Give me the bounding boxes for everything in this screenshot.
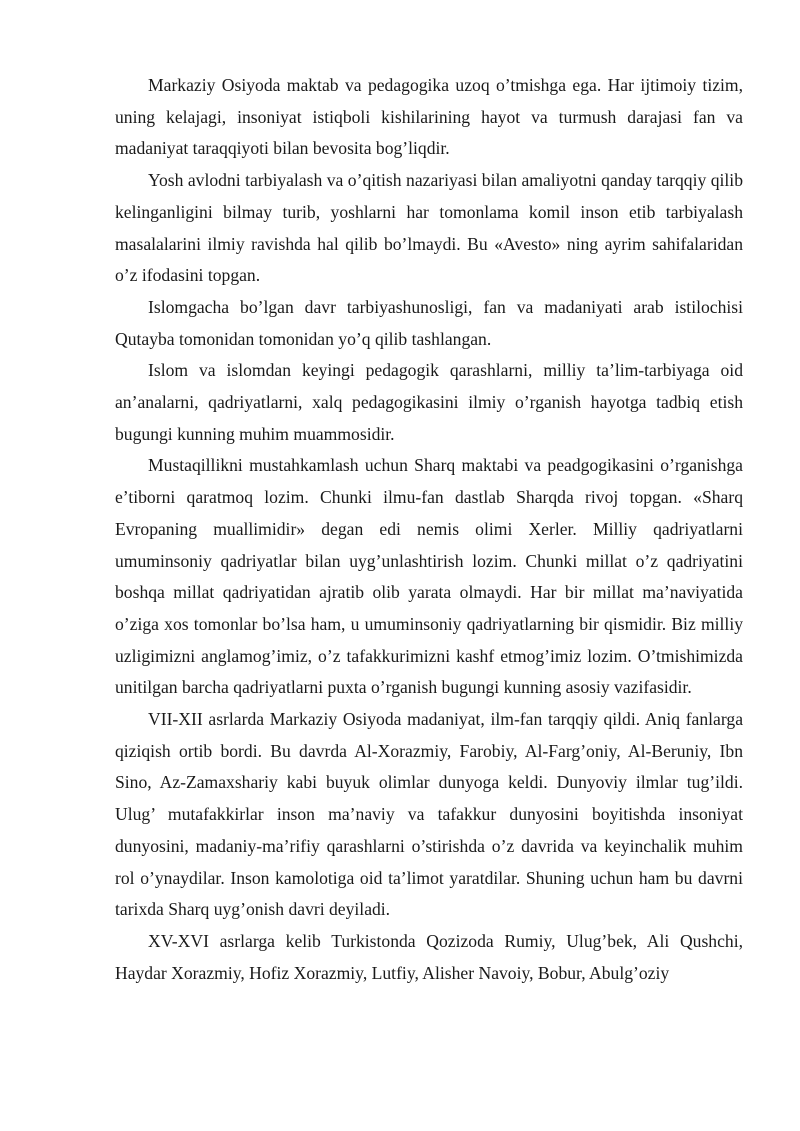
body-text: [115, 70, 743, 989]
paragraph: Markaziy Osiyoda maktab va pedagogika uzoq o’tmishga ega. Har ijtimoiy tizim, uning kelajagi, insoniyat istiqboli kishilarining hayot va turmush darajasi fan va madaniyat taraqqiyoti bilan bevosita bog’liqdir.: [115, 75, 743, 159]
paragraph: Islomgacha bo’lgan davr tarbiyashunosligi, fan va madaniyati arab istilochisi Qutayba tomonidan tomonidan yo’q qilib tashlangan.: [115, 296, 743, 349]
paragraph: Mustaqillikni mustahkamlash uchun Sharq maktabi va peadgogikasini o’rganishga e’tiborni qaratmoq lozim. Chunki ilmu-fan dastlab Sharqda rivoj topgan. «Sharq Evropaning muallimidir» degan edi nemis olimi Xerler. Milliy qadriyatlarni umuminsoniy qadriyatlar bilan uyg’unlashtirish lozim. Chunki millat o’z qadriyatini boshqa millat qadriyatidan ajratib olib yarata olmaydi. Har bir millat ma’naviyatida o’ziga xos tomonlar bo’lsa ham, u umuminsoniy qadriyatlarning bir qismidir. Biz milliy uzligimizni anglamog’imiz, o’z tafakkurimizni kashf etmog’imiz lozim. O’tmishimizda unitilgan barcha qadriyatlarni puxta o’rganish bugungi kunning asosiy vazifasidir.: [115, 455, 743, 698]
paragraph: Islom va islomdan keyingi pedagogik qarashlarni, milliy ta’lim-tarbiyaga oid an’analarni, qadriyatlarni, xalq pedagogikasini ilmiy o’rganish hayotga tadbiq etish bugungi kunning muhim muammosidir.: [115, 360, 743, 444]
paragraph: XV-XVI asrlarga kelib Turkistonda Qozizoda Rumiy, Ulug’bek, Ali Qushchi, Haydar Xorazmiy, Hofiz Xorazmiy, Lutfiy, Alisher Navoiy, Bobur, Abulg’oziy: [115, 930, 743, 983]
paragraph: Yosh avlodni tarbiyalash va o’qitish nazariyasi bilan amaliyotni qanday tarqqiy qilib kelinganligini bilmay turib, yoshlarni har tomonlama komil inson etib tarbiyalash masalalarini ilmiy ravishda hal qilib bo’lmaydi. Bu «Avesto» ning ayrim sahifalaridan o’z ifodasini topgan.: [115, 170, 743, 286]
paragraph: VII-XII asrlarda Markaziy Osiyoda madaniyat, ilm-fan tarqqiy qildi. Aniq fanlarga qiziqish ortib bordi. Bu davrda Al-Xorazmiy, Farobiy, Al-Farg’oniy, Al-Beruniy, Ibn Sino, Az-Zamaxshariy kabi buyuk olimlar dunyoga keldi. Dunyoviy ilmlar tug’ildi. Ulug’ mutafakkirlar inson ma’naviy va tafakkur dunyosini boyitishda insoniyat dunyosini, madaniy-ma’rifiy qarashlarni o’stirishda o’z davrida va keyinchalik muhim rol o’ynaydilar. Inson kamolotiga oid ta’limot yaratdilar. Shuning uchun ham bu davrni tarixda Sharq uyg’onish davri deyiladi.: [115, 709, 743, 920]
